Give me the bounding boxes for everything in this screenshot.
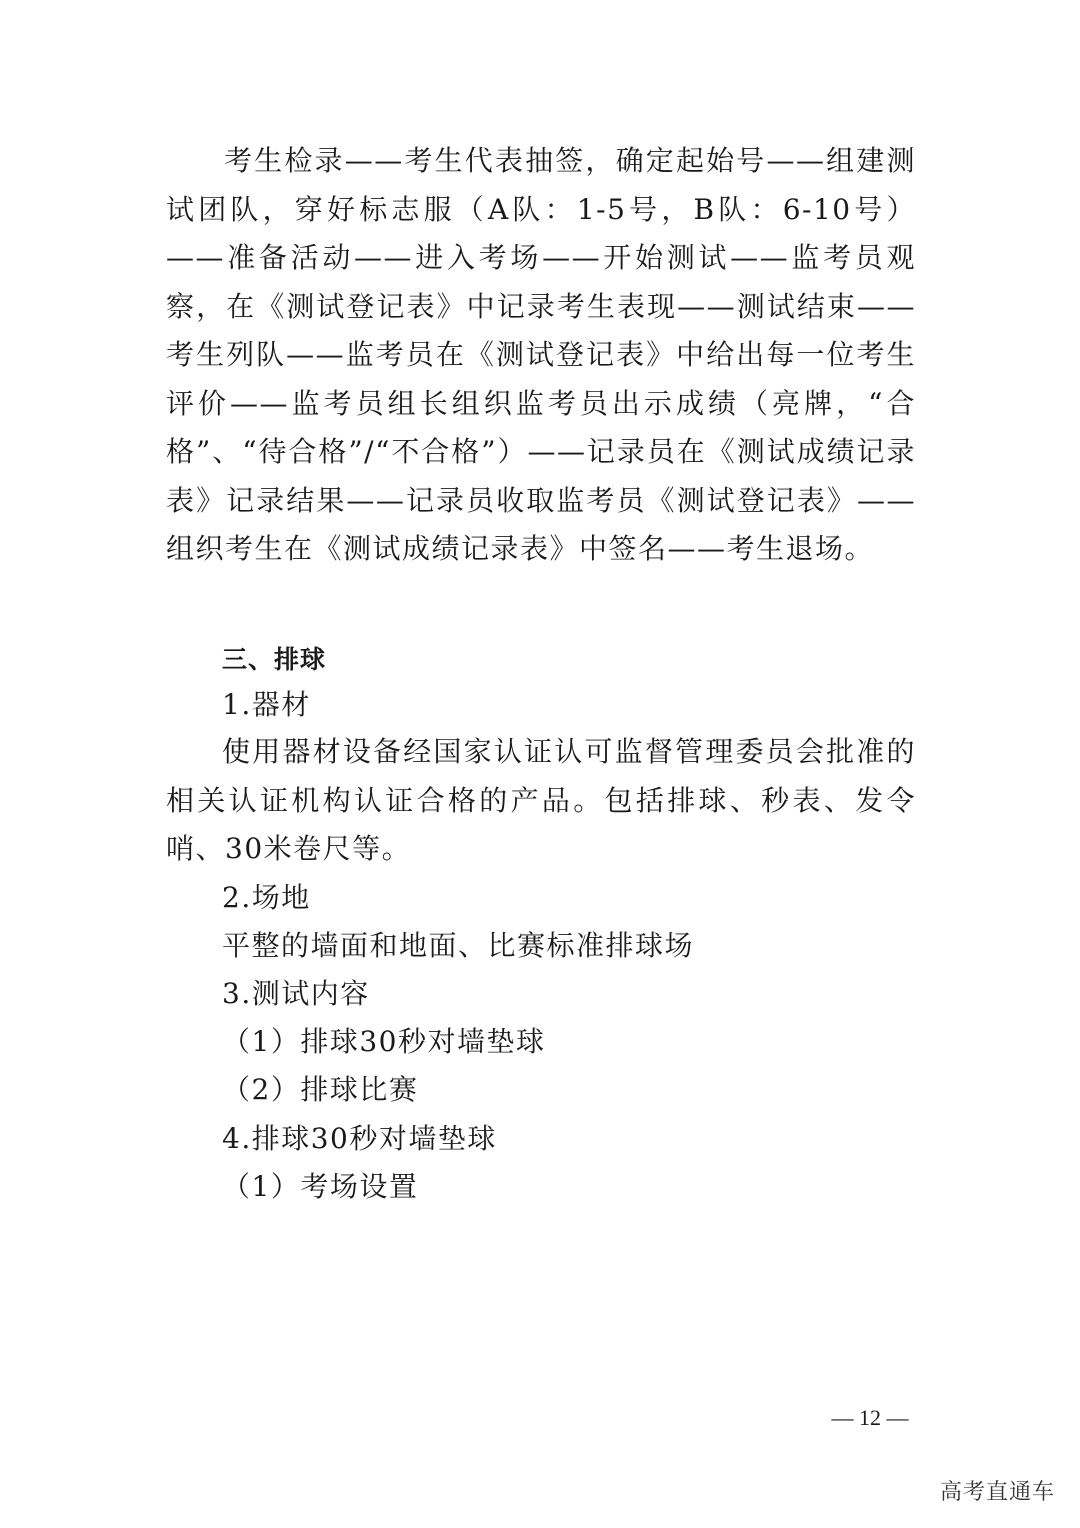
content-item-1: （1）排球30秒对墙垫球 bbox=[222, 1025, 546, 1058]
section-title: 三、排球 bbox=[222, 645, 327, 674]
page-number: — 12 — bbox=[831, 1405, 909, 1430]
watermark-text: 高考直通车 bbox=[940, 1480, 1056, 1505]
content-heading: 3.测试内容 bbox=[222, 977, 370, 1010]
test-process-paragraph: 考生检录——考生代表抽签，确定起始号——组建测试团队，穿好标志服（A队：1-5号，B队：6-10号）——准备活动——进入考场——开始测试——监考员观察，在《测试登记表》中记录考生表现——测试结束——考生列队——监考员在《测试登记表》中给出每一位考生评价——监考员组长组织监考员出示成绩（亮牌，“合格”、“待合格”/“不合格”）——记录员在《测试成绩记录表》记录结果——记录员收取监考员《测试登记表》——组织考生在《测试成绩记录表》中签名——考生退场。 bbox=[166, 144, 916, 565]
venue-heading: 2.场地 bbox=[222, 881, 311, 914]
content-item-2: （2）排球比赛 bbox=[222, 1073, 419, 1106]
equipment-heading: 1.器材 bbox=[222, 688, 311, 721]
equipment-paragraph: 使用器材设备经国家认证认可监督管理委员会批准的相关认证机构认证合格的产品。包括排球、秒表、发令哨、30米卷尺等。 bbox=[166, 735, 916, 865]
subsection-heading: 4.排球30秒对墙垫球 bbox=[222, 1122, 497, 1155]
subsection-item-1: （1）考场设置 bbox=[222, 1170, 419, 1203]
venue-paragraph: 平整的墙面和地面、比赛标准排球场 bbox=[222, 929, 695, 962]
